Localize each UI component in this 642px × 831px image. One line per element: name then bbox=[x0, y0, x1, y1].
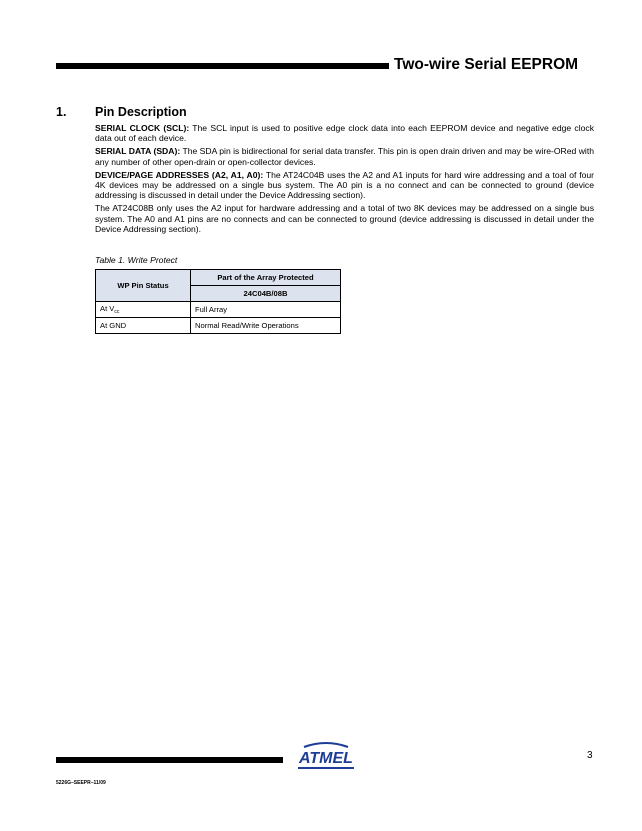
page-number: 3 bbox=[587, 750, 593, 761]
paragraph-scl bbox=[95, 123, 594, 143]
header-array-protected: Part of the Array Protected bbox=[191, 270, 341, 286]
text-at24c08b: The AT24C08B only uses the A2 input for hardware addressing and a total of two 8K devices may be addressed on a single bus system. The A0 and A1 pins are no connects and can be connected to ground (device addressing is discussed in detail under the Device Addressing section). bbox=[95, 203, 594, 234]
term-scl: SERIAL CLOCK (SCL): bbox=[95, 123, 190, 133]
section-body bbox=[95, 123, 594, 237]
header-wp-pin-status: WP Pin Status bbox=[96, 270, 191, 302]
paragraph-sda bbox=[95, 146, 594, 166]
paragraph-addresses bbox=[95, 170, 594, 201]
cell-value: Full Array bbox=[191, 302, 341, 318]
text-sda: The SDA pin is bidirectional for serial data transfer. This pin is open drain driven and may be wire-ORed with any number of other open-drain or open-collector devices. bbox=[95, 146, 594, 167]
table-row bbox=[96, 302, 341, 318]
text-addresses: The AT24C04B uses the A2 and A1 inputs for hard wire addressing and a toal of four 4K devices may be addressed on a single bus system. The A0 pin is a no connect and can be connected to ground (device addressing is discussed in detail under the Device Addressing section). bbox=[95, 169, 594, 201]
logo-wordmark: ATMEL bbox=[299, 750, 353, 767]
table-row bbox=[96, 318, 341, 334]
cell-status: At GND bbox=[96, 318, 191, 334]
document-code: 5226G–SEEPR–11/09 bbox=[56, 780, 106, 786]
text-scl: The SCL input is used to positive edge clock data into each EEPROM device and negative edge clock data out of each device. bbox=[95, 123, 594, 144]
paragraph-at24c08b bbox=[95, 203, 594, 234]
section-title: Pin Description bbox=[95, 105, 187, 119]
table-caption: Table 1. Write Protect bbox=[95, 255, 178, 265]
atmel-logo bbox=[296, 741, 356, 771]
cell-value: Normal Read/Write Operations bbox=[191, 318, 341, 334]
section-number: 1. bbox=[56, 105, 67, 119]
header-rule bbox=[56, 63, 389, 69]
term-sda: SERIAL DATA (SDA): bbox=[95, 146, 181, 157]
term-addresses: DEVICE/PAGE ADDRESSES (A2, A1, A0): bbox=[95, 169, 264, 180]
cell-status: At $V_{cc}$ bbox=[96, 302, 191, 318]
footer-rule bbox=[56, 757, 283, 763]
page-header-title: Two-wire Serial EEPROM bbox=[394, 56, 579, 73]
header-device: 24C04B/08B bbox=[191, 286, 341, 302]
write-protect-table bbox=[95, 269, 341, 334]
